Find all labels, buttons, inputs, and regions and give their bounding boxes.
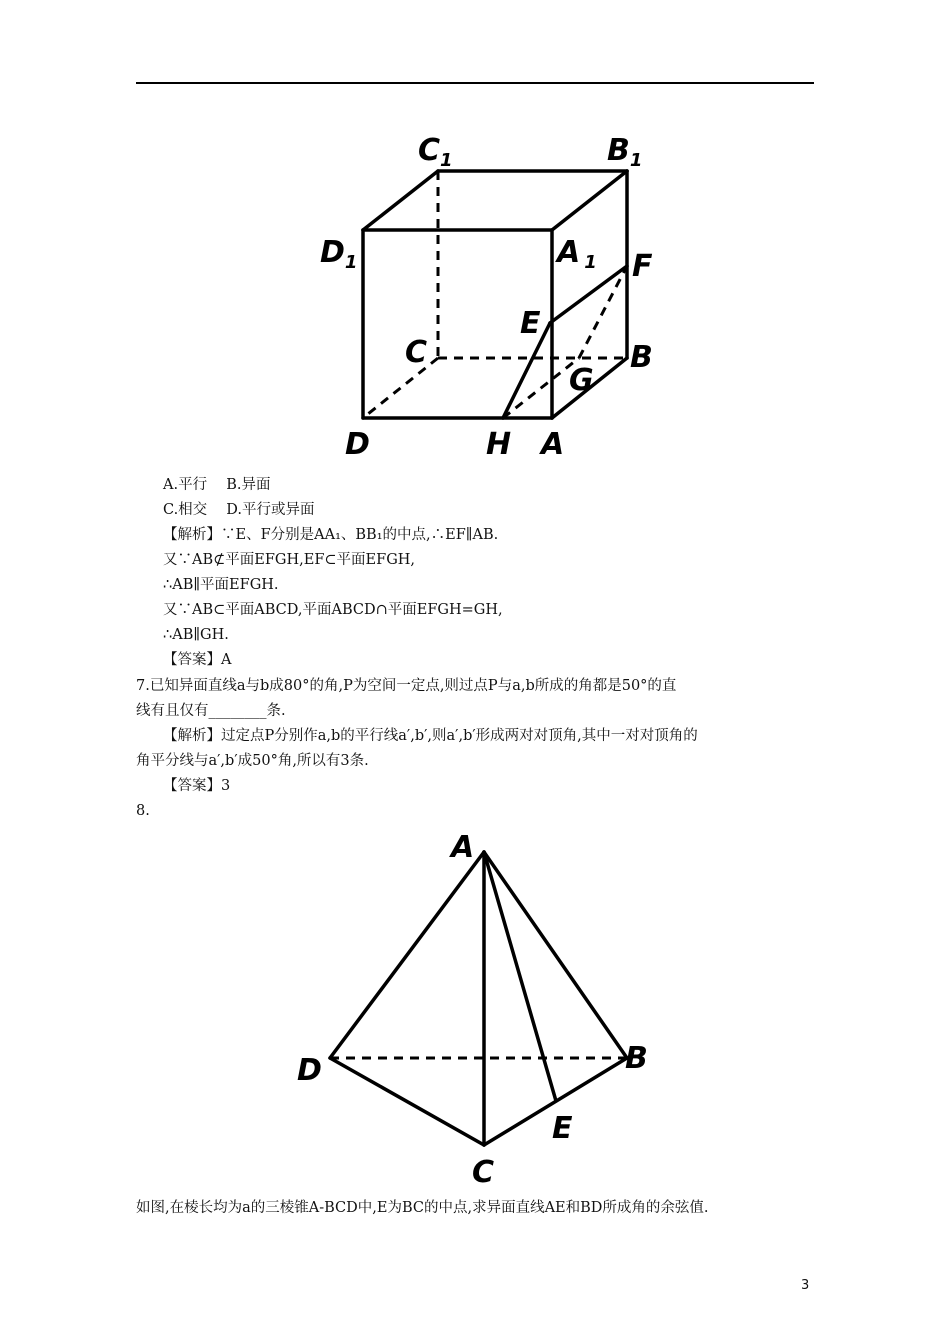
q6-options-row1: A.平行 B.异面 [163, 477, 271, 493]
q7-solution-line1: 【解析】过定点P分别作a,b的平行线a′,b′,则a′,b′形成两对对顶角,其中一对对顶角的 [163, 728, 698, 744]
q7-answer: 【答案】3 [163, 778, 231, 794]
label-h: H [486, 427, 512, 462]
cube-figure [300, 120, 680, 470]
hidden-h-g [503, 358, 579, 418]
q6-solution-line: ∴AB∥GH. [163, 627, 229, 643]
segment-e-f [550, 266, 627, 323]
q6-solution-line: 又∵AB⊄平面EFGH,EF⊂平面EFGH, [163, 552, 416, 568]
header-rule [136, 82, 814, 84]
label-a: A [541, 427, 565, 462]
label-d1: $D_1$ [320, 235, 358, 273]
label-d: D [297, 1053, 322, 1088]
label-b: B [630, 340, 653, 375]
label-g: G [569, 363, 594, 398]
q7-stem-line1: 7.已知异面直线a与b成80°的角,P为空间一定点,则过点P与a,b所成的角都是50°的直 [136, 678, 677, 694]
hidden-g-f [579, 266, 627, 358]
q7-stem-line2: 线有且仅有________条. [136, 703, 286, 719]
q6-solution-line: 【解析】∵E、F分别是AA₁、BB₁的中点,∴EF∥AB. [163, 527, 499, 543]
q6-solution-line: ∴AB∥平面EFGH. [163, 577, 279, 593]
label-b1: $B_1$ [607, 133, 643, 171]
edge-a1-b1 [552, 171, 627, 230]
label-c: C [405, 335, 428, 370]
q8-text: 如图,在棱长均为a的三棱锥A-BCD中,E为BC的中点,求异面直线AE和BD所成角的余弦值. [136, 1200, 709, 1216]
edge-a-b [484, 852, 627, 1058]
edge-d-c [330, 1058, 484, 1145]
page-number: 3 [801, 1278, 810, 1293]
label-c: C [472, 1155, 495, 1190]
tetrahedron-figure [290, 820, 670, 1190]
label-f: F [632, 249, 653, 284]
segment-a-e [484, 852, 556, 1101]
label-a: A [451, 830, 475, 865]
label-a1: A $_1$ [557, 235, 597, 273]
edge-d1-c1 [363, 171, 438, 230]
q6-solution-line: 又∵AB⊂平面ABCD,平面ABCD∩平面EFGH=GH, [163, 602, 503, 618]
label-c1: $C_1$ [418, 133, 453, 171]
label-e: E [552, 1111, 573, 1146]
q8-number: 8. [136, 803, 150, 819]
label-d: D [345, 427, 370, 462]
edge-a-d [330, 852, 484, 1058]
label-b: B [625, 1041, 648, 1076]
q7-solution-line2: 角平分线与a′,b′成50°角,所以有3条. [136, 753, 369, 769]
q6-answer: 【答案】A [163, 652, 232, 668]
label-e: E [520, 306, 541, 341]
q6-options-row2: C.相交 D.平行或异面 [163, 502, 315, 518]
